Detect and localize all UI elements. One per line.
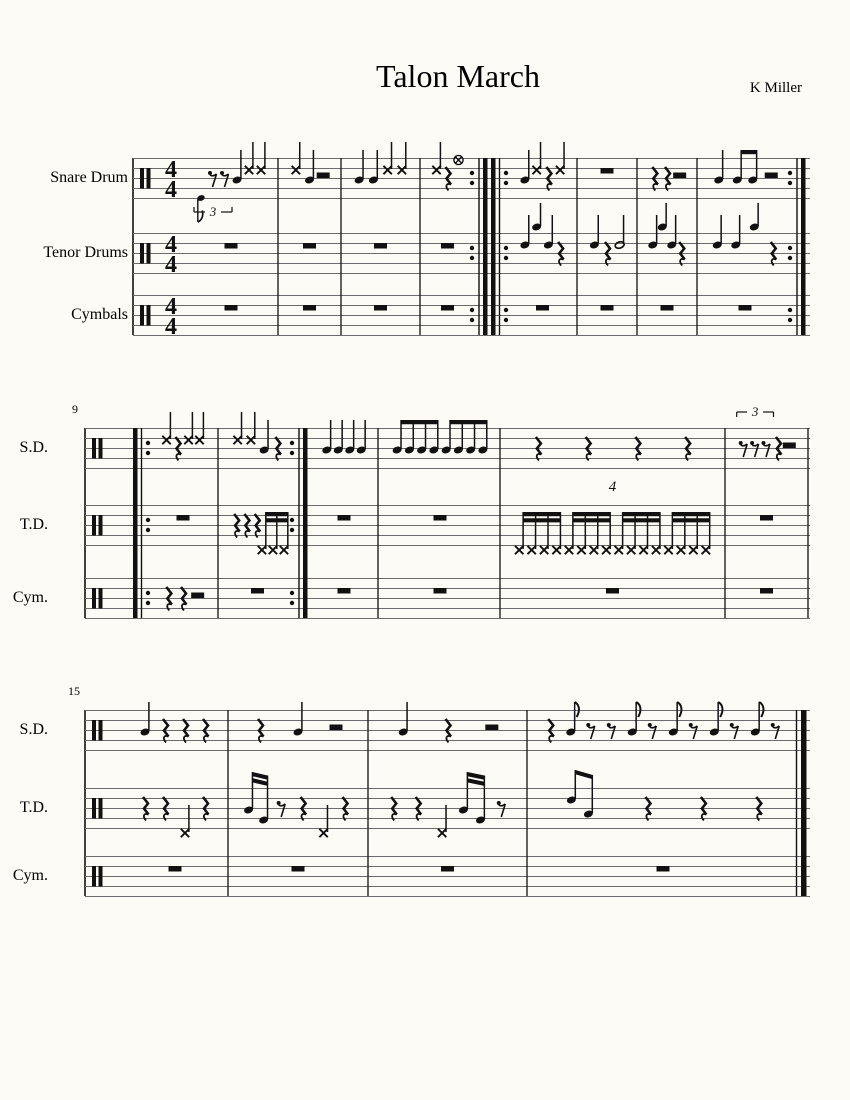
measure-number-9: 9: [72, 402, 78, 416]
svg-text:4: 4: [165, 232, 177, 258]
measure: [258, 702, 343, 743]
staff-label-sd-system3: S.D.: [19, 721, 48, 738]
measure: [601, 305, 614, 311]
measure: [606, 588, 619, 594]
measure: [737, 404, 796, 461]
measure: [601, 168, 614, 174]
measure: [739, 305, 752, 311]
measure-number-15: 15: [68, 684, 80, 698]
staff-label-td-system2: T.D.: [19, 516, 48, 533]
measure: [566, 770, 762, 821]
measure: [712, 203, 776, 266]
staff-label-cymbals: Cymbals: [71, 306, 128, 323]
measure: [303, 243, 316, 249]
svg-text:4: 4: [165, 157, 177, 183]
system-3-staff-3: [85, 857, 810, 897]
measure: [321, 420, 366, 455]
measure: [657, 866, 670, 872]
staff-label-cym-system3: Cym.: [12, 867, 48, 884]
measure: [647, 203, 684, 266]
measure: [441, 243, 454, 249]
measure: [243, 772, 348, 837]
composer-credit: K Miller: [749, 80, 802, 96]
measure: [760, 588, 773, 594]
measure: [519, 203, 563, 266]
measure: [303, 305, 316, 311]
measure: [392, 420, 489, 455]
measure: [391, 772, 505, 837]
measure: [162, 412, 203, 461]
measure: [374, 305, 387, 311]
svg-text:4: 4: [165, 177, 177, 203]
svg-text:4: 4: [165, 314, 177, 340]
measure: [292, 866, 305, 872]
measure: [194, 142, 265, 222]
system-1: [133, 142, 810, 340]
measure: [374, 243, 387, 249]
measure: [434, 515, 447, 521]
measure: [234, 512, 288, 554]
measure: [225, 243, 238, 249]
measure: [519, 142, 564, 191]
measure: [143, 797, 209, 837]
measure: [140, 702, 209, 743]
staff-label-sd-system2: S.D.: [19, 439, 48, 456]
measure: [589, 215, 625, 266]
system-1-staff-3: [133, 294, 810, 340]
measure: [233, 412, 280, 461]
measure: [661, 305, 674, 311]
measure: [177, 515, 190, 521]
measure: [169, 866, 182, 872]
measure: [548, 702, 779, 743]
measure: [398, 702, 499, 743]
svg-text:3: 3: [751, 404, 759, 419]
staff-label-td-system3: T.D.: [19, 799, 48, 816]
system-2-staff-2: [85, 506, 810, 546]
system-2-staff-3: [85, 579, 810, 619]
measure: [713, 150, 777, 185]
measure: [251, 588, 264, 594]
measure: [515, 479, 710, 554]
svg-text:4: 4: [165, 294, 177, 320]
staff-label-tenor-drums: Tenor Drums: [43, 244, 128, 261]
measure: [225, 305, 238, 311]
measure: [536, 305, 549, 311]
measure: [338, 588, 351, 594]
system-2: [85, 404, 810, 619]
measure: [434, 588, 447, 594]
measure: [338, 515, 351, 521]
measure: [432, 142, 463, 191]
system-1-staff-2: [133, 232, 810, 278]
piece-title: Talon March: [376, 58, 540, 94]
measure: [441, 866, 454, 872]
measure: [441, 305, 454, 311]
measure: [760, 515, 773, 521]
system-3: [85, 702, 810, 897]
svg-text:4: 4: [608, 479, 617, 495]
svg-text:3: 3: [209, 204, 217, 219]
staff-label-snare-drum: Snare Drum: [50, 169, 128, 186]
svg-text:4: 4: [165, 252, 177, 278]
staff-label-cym-system2: Cym.: [12, 589, 48, 606]
